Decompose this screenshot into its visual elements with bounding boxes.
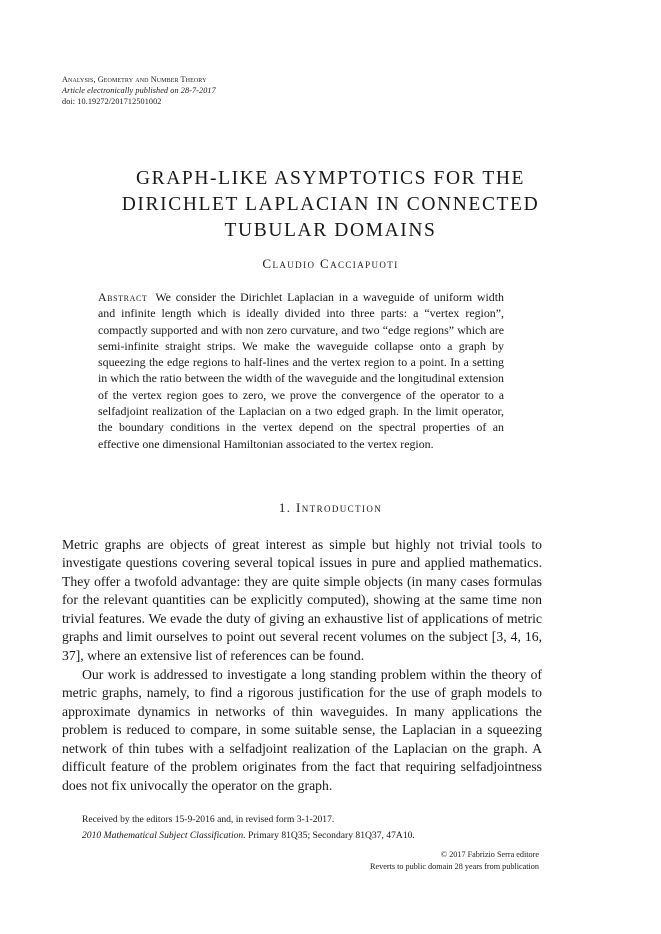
msc-footnote: [82, 828, 542, 843]
copyright-line: © 2017 Fabrizio Serra editore: [440, 850, 539, 859]
abstract: [98, 289, 504, 452]
journal-name: [62, 75, 207, 85]
published-date: Article electronically published on 28-7-2017: [62, 86, 216, 95]
public-domain-line: Reverts to public domain 28 years from publication: [370, 862, 539, 871]
section-number: 1.: [278, 500, 292, 515]
msc-label: 2010 Mathematical Subject Classification.: [82, 830, 246, 841]
paper-title: [60, 166, 601, 244]
paragraph-1: Metric graphs are objects of great interest as simple but highly not trivial tools to investigate questions covering several topical issues in pure and applied mathematics. They offer a twofold advantage: they are quite simple objects (in many cases formulas for the relevant quantities can be explicitly computed), showing at the same time non trivial features. We evade the duty of giving an exhaustive list of applications of metric graphs and limit ourselves to point out several recent volumes on the subject [3, 4, 16, 37], where an extensive list of references can be found.: [62, 537, 542, 663]
paragraph-2: Our work is addressed to investigate a long standing problem within the theory of metric graphs, namely, to find a rigorous justification for the use of graph models to approximate dynamics in networks of thin waveguides. In many applications the problem is reduced to compare, in some suitable sense, the Laplacian in a squeezing network of thin tubes with a selfadjoint realization of the Laplacian on the graph. A difficult feature of the problem originates from the fact that requiring selfadjointness does not fix univocally the operator on the graph.: [62, 667, 542, 793]
doi: doi: 10.19272/201712501002: [62, 97, 162, 106]
title-line-3: TUBULAR DOMAINS: [224, 220, 437, 241]
title-line-2: DIRICHLET LAPLACIAN IN CONNECTED: [121, 194, 540, 215]
section-title: Introduction: [296, 500, 383, 515]
msc-value: Primary 81Q35; Secondary 81Q37, 47A10.: [248, 830, 415, 841]
author-name: Claudio Cacciapuoti: [262, 256, 399, 271]
abstract-label: Abstract: [98, 290, 148, 304]
received-footnote: Received by the editors 15-9-2016 and, in revised form 3-1-2017.: [82, 814, 335, 825]
journal-name-text: Analysis, Geometry and Number Theory: [62, 75, 207, 84]
abstract-text: We consider the Dirichlet Laplacian in a waveguide of uniform width and infinite length which is ideally divided into three parts: a “vertex region”, compactly supported and with non zero curvature, and two “edge regions” which are semi-infinite straight strips. We make the waveguide collapse onto a graph by squeezing the edge regions to half-lines and the vertex region to a point. In a setting in which the ratio between the width of the waveguide and the longitudinal extension of the vertex region goes to zero, we prove the convergence of the operator to a selfadjoint realization of the Laplacian on a two edged graph. In the limit operator, the boundary conditions in the vertex depend on the spectral properties of an effective one dimensional Hamiltonian associated to the vertex region.: [98, 290, 504, 451]
section-heading: [60, 500, 601, 516]
title-line-1: GRAPH-LIKE ASYMPTOTICS FOR THE: [135, 168, 526, 189]
